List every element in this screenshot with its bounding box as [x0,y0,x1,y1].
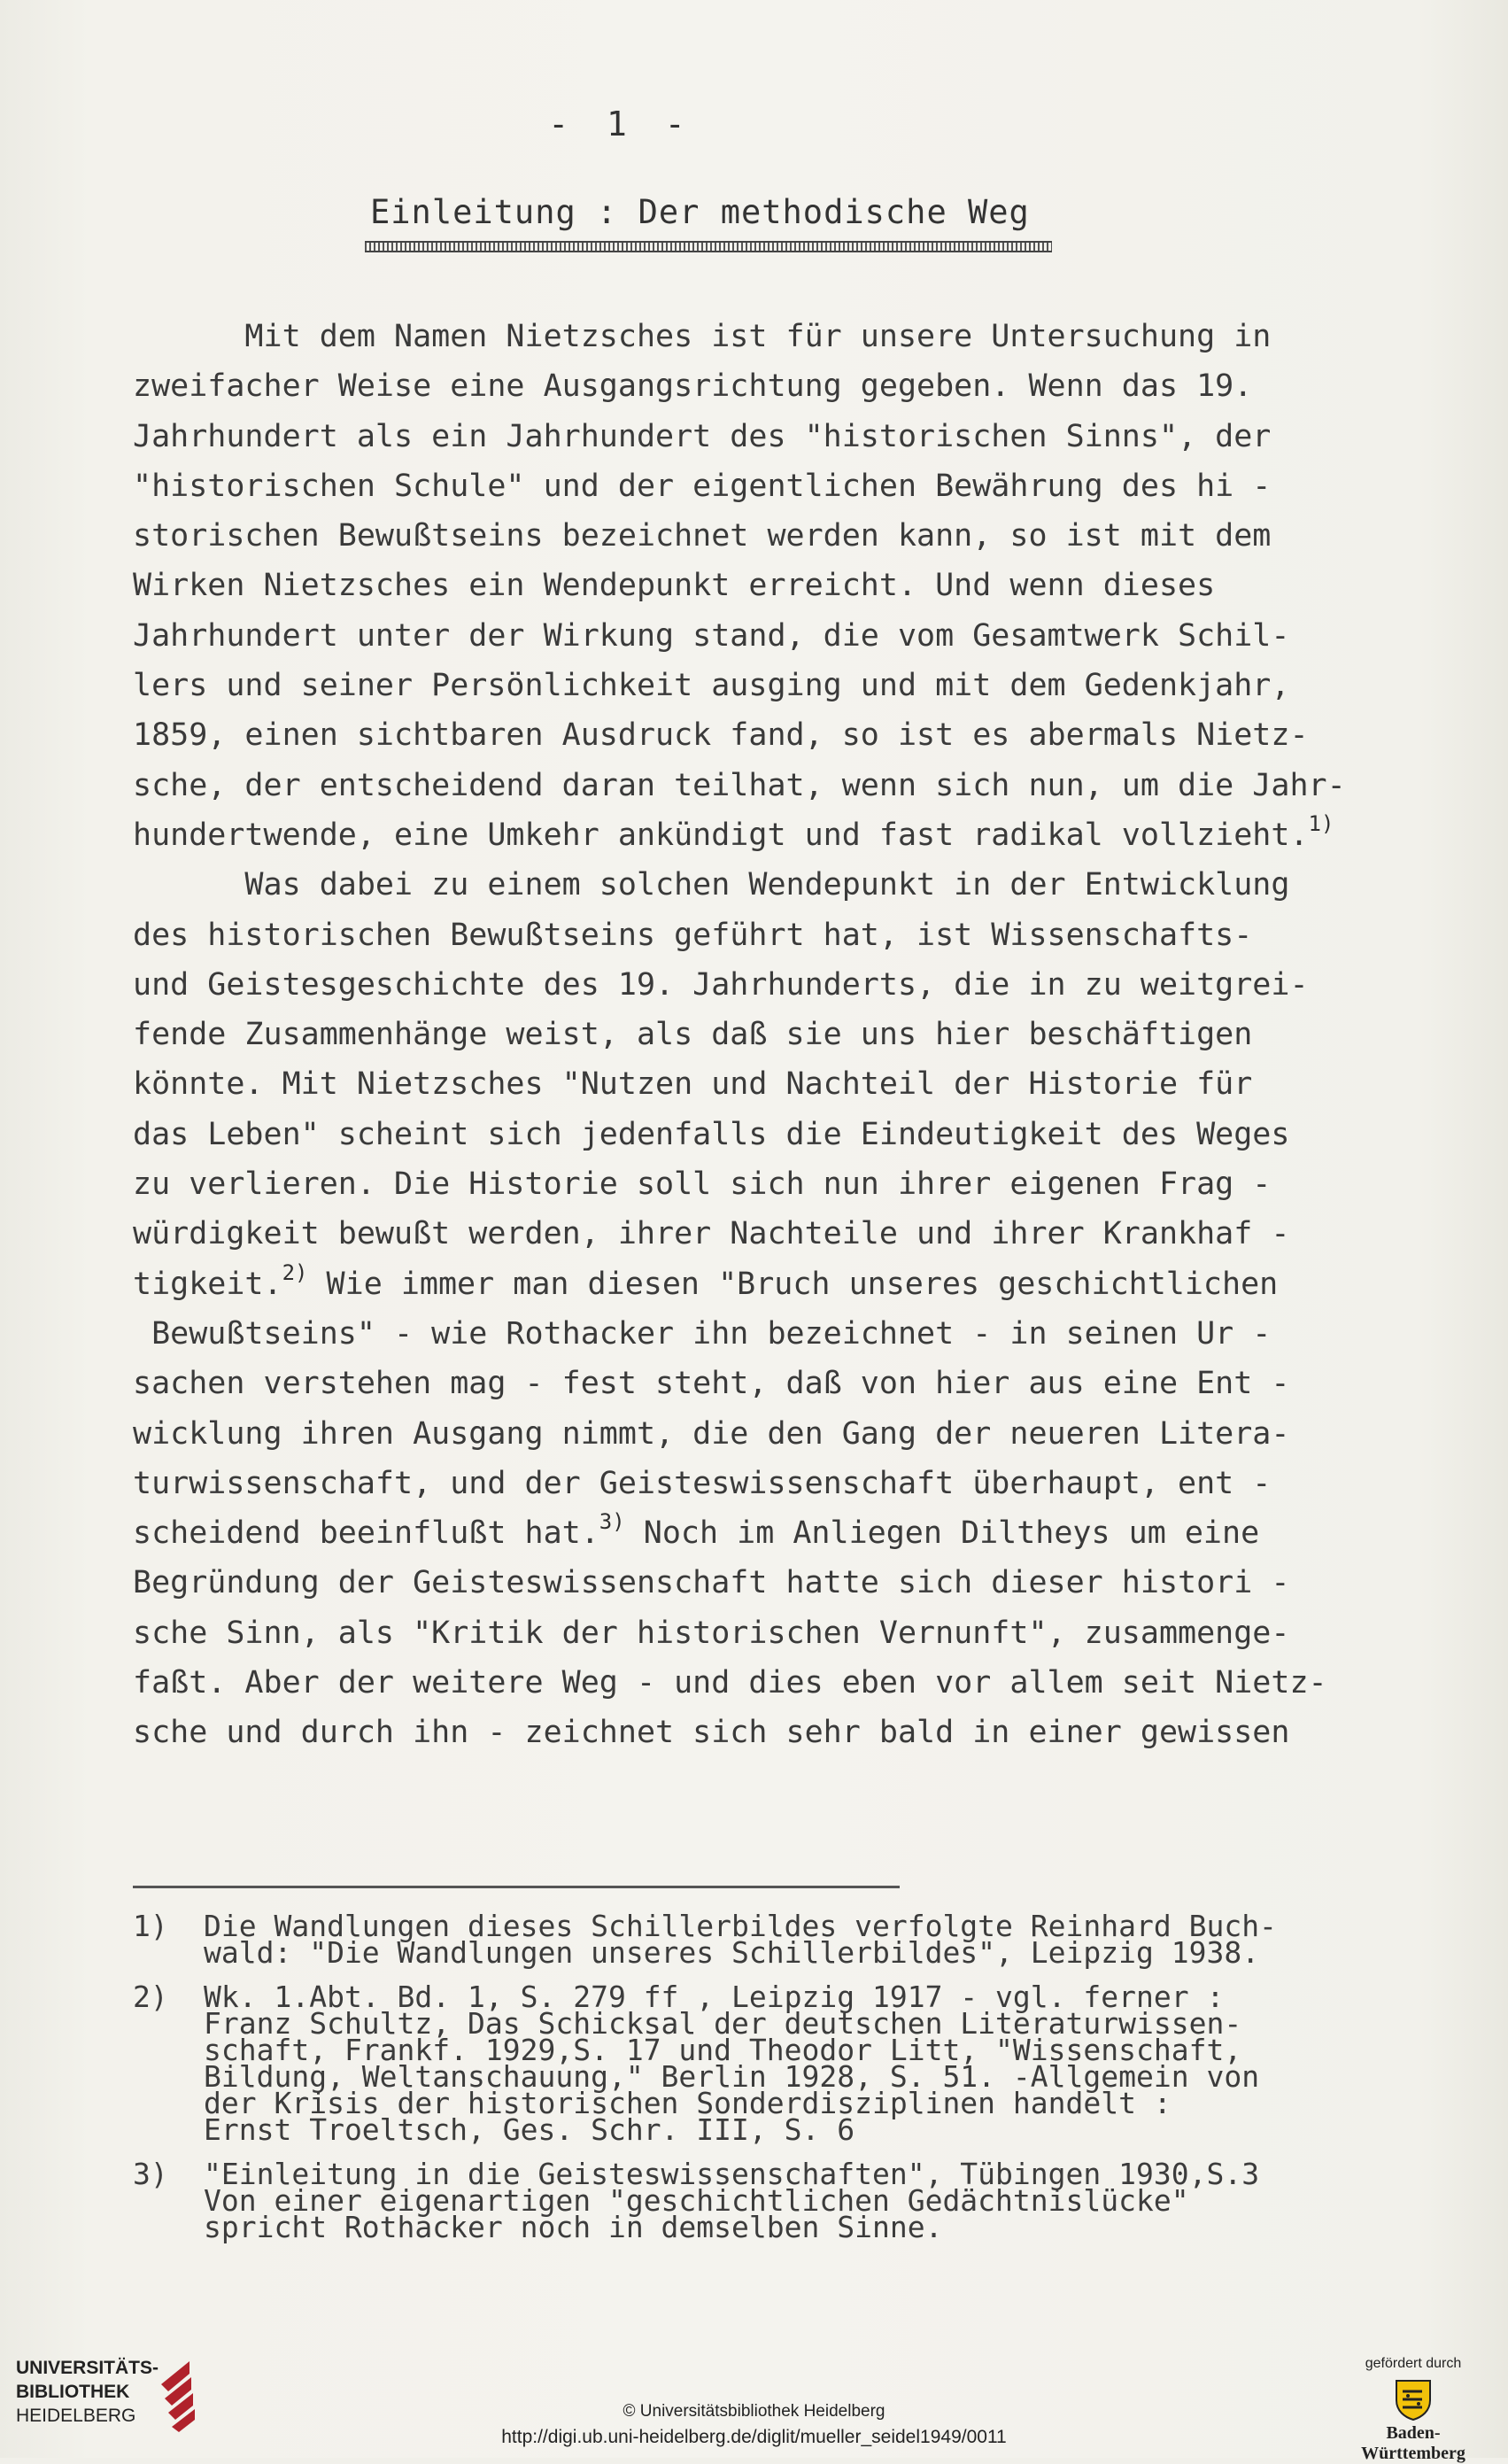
body-line [133,810,1461,860]
body-line: "historischen Schule" und der eigentlichen Bewährung des hi - [133,468,1272,504]
body-line [133,1259,1461,1309]
footnote-line: Bildung, Weltanschauung," Berlin 1928, S. 51. -Allgemein von [204,2059,1260,2094]
body-line: turwissenschaft, und der Geisteswissenschaft überhaupt, ent - [133,1465,1272,1501]
body-line: Was dabei zu einem solchen Wendepunkt in der Entwicklung [133,867,1290,903]
chapter-heading: Einleitung : Der methodische Weg [370,193,1030,231]
footnote-line: Die Wandlungen dieses Schillerbildes verfolgte Reinhard Buch- [204,1909,1277,1943]
heading-underline [365,241,1052,252]
body-line: Bewußtseins" - wie Rothacker ihn bezeichnet - in seinen Ur - [133,1315,1272,1352]
body-line: storischen Bewußtseins bezeichnet werden kann, so ist mit dem [133,518,1272,554]
body-line-text: tigkeit. [133,1266,282,1302]
body-line: sche und durch ihn - zeichnet sich sehr bald in einer gewissen [133,1715,1290,1751]
footnotes [133,1909,1479,2259]
body-line: des historischen Bewußtseins geführt hat, ist Wissenschafts- [133,917,1253,953]
library-name-line2: BIBLIOTHEK [16,2382,130,2402]
body-line: lers und seiner Persönlichkeit ausging und mit dem Gedenkjahr, [133,668,1290,704]
footnote-3 [133,2157,1479,2244]
footnote-line: spricht Rothacker noch in demselben Sinne. [204,2210,943,2244]
body-line: und Geistesgeschichte des 19. Jahrhunderts, die in zu weitgrei- [133,966,1309,1003]
footnote-ref-3[interactable]: 3) [599,1509,625,1535]
body-line: Mit dem Namen Nietzsches ist für unsere Untersuchung in [133,319,1272,354]
footnote-line: Franz Schultz, Das Schicksal der deutschen Literaturwissen- [204,2006,1242,2041]
body-line: zu verlieren. Die Historie soll sich nun ihrer eigenen Frag - [133,1166,1272,1203]
body-line-text: Noch im Anliegen Diltheys um eine [624,1515,1260,1552]
footnote-line: der Krisis der historischen Sonderdisziplinen handelt : [204,2086,1172,2120]
body-line-text: Wie immer man diesen "Bruch unseres geschichtlichen [307,1266,1279,1302]
footnote-line: wald: "Die Wandlungen unseres Schillerbildes", Leipzig 1938. [204,1935,1260,1970]
body-line: Jahrhundert unter der Wirkung stand, die vom Gesamtwerk Schil- [133,617,1290,654]
body-line-text: hundertwende, eine Umkehr ankündigt und fast radikal vollzieht. [133,817,1309,853]
body-line: wicklung ihren Ausgang nimmt, die den Gang der neueren Litera- [133,1415,1290,1452]
footnote-line: Ernst Troeltsch, Ges. Schr. III, S. 6 [204,2112,855,2147]
footnote-2 [133,1980,1479,2147]
body-line: Jahrhundert als ein Jahrhundert des "historischen Sinns", der [133,418,1272,454]
footnote-1 [133,1909,1479,1970]
body-line: Wirken Nietzsches ein Wendepunkt erreicht. Und wenn dieses [133,568,1216,604]
footnote-line: "Einleitung in die Geisteswissenschaften", Tübingen 1930,S.3 [204,2157,1260,2191]
footnote-number: 1) [133,1909,168,1943]
footnote-separator [133,1886,900,1888]
footnote-ref-1[interactable]: 1) [1308,810,1334,836]
body-line: sche, der entscheidend daran teilhat, wenn sich nun, um die Jahr- [133,767,1346,803]
sponsor-name: Baden-Württemberg [1361,2423,1465,2463]
footnote-line: schaft, Frankf. 1929,S. 17 und Theodor Litt, "Wissenschaft, [204,2033,1242,2067]
footnote-number: 2) [133,1980,168,2014]
coat-of-arms-icon [1393,2377,1434,2421]
body-line: könnte. Mit Nietzsches "Nutzen und Nachteil der Historie für [133,1066,1253,1103]
body-line: zweifacher Weise eine Ausgangsrichtung gegeben. Wenn das 19. [133,368,1253,405]
footnote-ref-2[interactable]: 2) [282,1259,308,1285]
body-line [133,1508,1461,1558]
sponsor-label: gefördert durch [1365,2356,1462,2371]
library-name-line1: UNIVERSITÄTS- [16,2358,159,2378]
body-line: 1859, einen sichtbaren Ausdruck fand, so ist es abermals Nietz- [133,717,1309,754]
body-line: sachen verstehen mag - fest steht, daß von hier aus eine Ent - [133,1366,1290,1402]
footnote-number: 3) [133,2157,168,2191]
copyright-notice: © Universitätsbibliothek Heidelberg [623,2402,885,2421]
page-number: - 1 - [548,105,694,143]
body-line: Begründung der Geisteswissenschaft hatte sich dieser histori - [133,1565,1290,1601]
footnote-line: Wk. 1.Abt. Bd. 1, S. 279 ff , Leipzig 1917 - vgl. ferner : [204,1980,1225,2014]
body-line-text: scheidend beeinflußt hat. [133,1515,599,1552]
footnote-line: Von einer eigenartigen "geschichtlichen Gedächtnislücke" [204,2183,1189,2218]
body-line: fende Zusammenhänge weist, als daß sie uns hier beschäftigen [133,1017,1253,1053]
body-line: faßt. Aber der weitere Weg - und dies eben vor allem seit Nietz- [133,1665,1327,1701]
library-name-line3: HEIDELBERG [16,2406,136,2426]
body-text [133,312,1461,1758]
body-line: würdigkeit bewußt werden, ihrer Nachteile und ihrer Krankhaf - [133,1216,1290,1252]
sponsor-block [1338,2356,1489,2464]
body-line: sche Sinn, als "Kritik der historischen Vernunft", zusammenge- [133,1615,1290,1651]
body-line: das Leben" scheint sich jedenfalls die Eindeutigkeit des Weges [133,1116,1290,1152]
permalink[interactable]: http://digi.ub.uni-heidelberg.de/diglit/mueller_seidel1949/0011 [501,2427,1007,2447]
